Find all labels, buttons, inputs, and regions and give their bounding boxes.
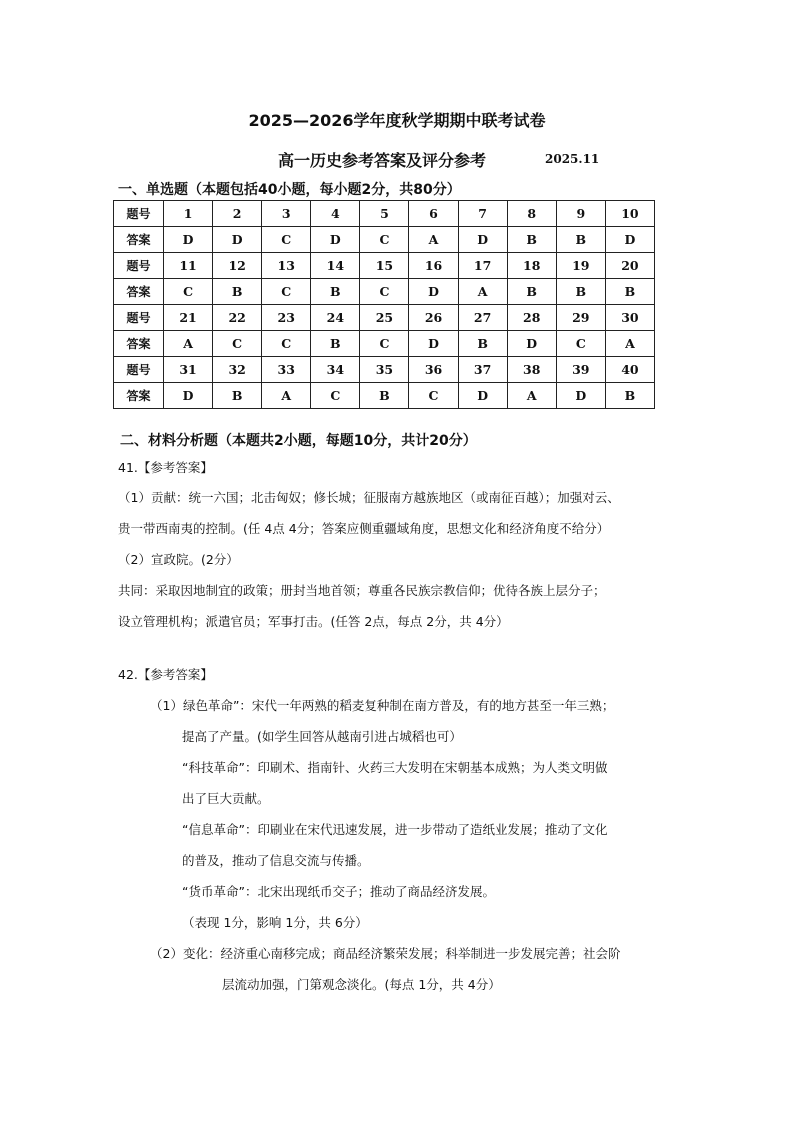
answer-row [114,331,655,357]
answer-letter: B [311,331,360,357]
answer-letter: B [556,279,605,305]
q42-line: （表现 1分，影响 1分，共 6分） [182,915,368,930]
question-number: 30 [605,305,654,331]
question-number: 10 [605,201,654,227]
answer-row [114,383,655,409]
question-number: 32 [213,357,262,383]
answer-letter: A [507,383,556,409]
question-number: 16 [409,253,458,279]
question-row [114,357,655,383]
row-label: 题号 [114,357,164,383]
answer-letter: D [556,383,605,409]
question-number: 2 [213,201,262,227]
answer-letter: A [605,331,654,357]
question-number: 15 [360,253,409,279]
answer-letter: C [213,331,262,357]
row-label: 题号 [114,253,164,279]
answer-letter: B [507,227,556,253]
row-label: 答案 [114,383,164,409]
answer-letter: B [605,279,654,305]
question-number: 22 [213,305,262,331]
answer-row [114,227,655,253]
answer-letter: D [458,227,507,253]
question-number: 13 [262,253,311,279]
row-label: 题号 [114,305,164,331]
answer-row [114,279,655,305]
answer-letter: A [164,331,213,357]
answer-letter: C [556,331,605,357]
question-number: 1 [164,201,213,227]
answer-table [113,200,655,409]
question-number: 20 [605,253,654,279]
question-number: 8 [507,201,556,227]
question-number: 27 [458,305,507,331]
answer-letter: C [262,331,311,357]
question-number: 24 [311,305,360,331]
question-row [114,201,655,227]
row-label: 答案 [114,331,164,357]
answer-letter: A [262,383,311,409]
q42-line: 出了巨大贡献。 [182,791,270,806]
answer-letter: C [164,279,213,305]
q42-line: “货币革命”：北宋出现纸币交子；推动了商品经济发展。 [182,884,495,899]
q42-line: 提高了产量。(如学生回答从越南引进占城稻也可） [182,729,462,744]
q42-line: （1）绿色革命”：宋代一年两熟的稻麦复种制在南方普及，有的地方甚至一年三熟； [150,698,615,713]
answer-letter: D [311,227,360,253]
exam-subtitle: 高一历史参考答案及评分参考 [278,151,487,170]
question-number: 3 [262,201,311,227]
q42-line: 层流动加强，门第观念淡化。(每点 1分，共 4分） [222,977,501,992]
answer-letter: C [409,383,458,409]
question-number: 36 [409,357,458,383]
answer-letter: D [164,383,213,409]
answer-letter: B [605,383,654,409]
q41-line: 设立管理机构；派遣官员；军事打击。(任答 2点，每点 2分，共 4分） [118,614,509,629]
answer-letter: D [507,331,556,357]
question-number: 11 [164,253,213,279]
row-label: 答案 [114,227,164,253]
question-number: 14 [311,253,360,279]
row-label: 题号 [114,201,164,227]
answer-letter: B [311,279,360,305]
answer-letter: D [409,279,458,305]
question-number: 38 [507,357,556,383]
answer-letter: D [213,227,262,253]
q41-line: （1）贡献：统一六国；北击匈奴；修长城；征服南方越族地区（或南征百越）；加强对云、 [118,490,620,505]
exam-date: 2025.11 [545,152,600,166]
answer-letter: A [409,227,458,253]
answer-letter: D [409,331,458,357]
question-number: 37 [458,357,507,383]
answer-letter: C [311,383,360,409]
answer-letter: C [262,227,311,253]
q41-label: 41.【参考答案】 [118,460,213,475]
answer-letter: B [458,331,507,357]
answer-letter: B [360,383,409,409]
question-number: 31 [164,357,213,383]
q41-line: 贵一带西南夷的控制。(任 4点 4分；答案应侧重疆域角度，思想文化和经济角度不给分） [118,521,610,536]
answer-letter: C [360,279,409,305]
question-number: 33 [262,357,311,383]
question-number: 28 [507,305,556,331]
q42-line: “科技革命”：印刷术、指南针、火药三大发明在宋朝基本成熟；为人类文明做 [182,760,608,775]
question-number: 29 [556,305,605,331]
question-number: 34 [311,357,360,383]
question-number: 12 [213,253,262,279]
q42-label: 42.【参考答案】 [118,667,213,682]
question-number: 35 [360,357,409,383]
answer-letter: B [507,279,556,305]
answer-letter: A [458,279,507,305]
question-number: 6 [409,201,458,227]
q42-line: （2）变化：经济重心南移完成；商品经济繁荣发展；科举制进一步发展完善；社会阶 [150,946,621,961]
question-row [114,253,655,279]
answer-letter: D [458,383,507,409]
answer-letter: C [262,279,311,305]
question-number: 39 [556,357,605,383]
q41-line: （2）宣政院。(2分） [118,552,239,567]
question-number: 17 [458,253,507,279]
section1-heading: 一、单选题（本题包括40小题，每小题2分，共80分） [118,182,461,198]
q42-line: 的普及，推动了信息交流与传播。 [182,853,370,868]
question-number: 9 [556,201,605,227]
answer-letter: C [360,227,409,253]
exam-title: 2025—2026学年度秋学期期中联考试卷 [248,111,546,130]
question-number: 18 [507,253,556,279]
q41-line: 共同：采取因地制宜的政策；册封当地首领；尊重各民族宗教信仰；优待各族上层分子； [118,583,606,598]
question-number: 25 [360,305,409,331]
question-number: 21 [164,305,213,331]
question-number: 26 [409,305,458,331]
section2-heading: 二、材料分析题（本题共2小题，每题10分，共计20分） [120,433,477,449]
question-number: 5 [360,201,409,227]
q42-line: “信息革命”：印刷业在宋代迅速发展，进一步带动了造纸业发展；推动了文化 [182,822,608,837]
question-number: 40 [605,357,654,383]
question-number: 7 [458,201,507,227]
answer-letter: D [605,227,654,253]
question-number: 23 [262,305,311,331]
row-label: 答案 [114,279,164,305]
answer-letter: D [164,227,213,253]
answer-letter: B [213,383,262,409]
question-row [114,305,655,331]
answer-letter: B [213,279,262,305]
question-number: 19 [556,253,605,279]
question-number: 4 [311,201,360,227]
answer-letter: C [360,331,409,357]
answer-letter: B [556,227,605,253]
